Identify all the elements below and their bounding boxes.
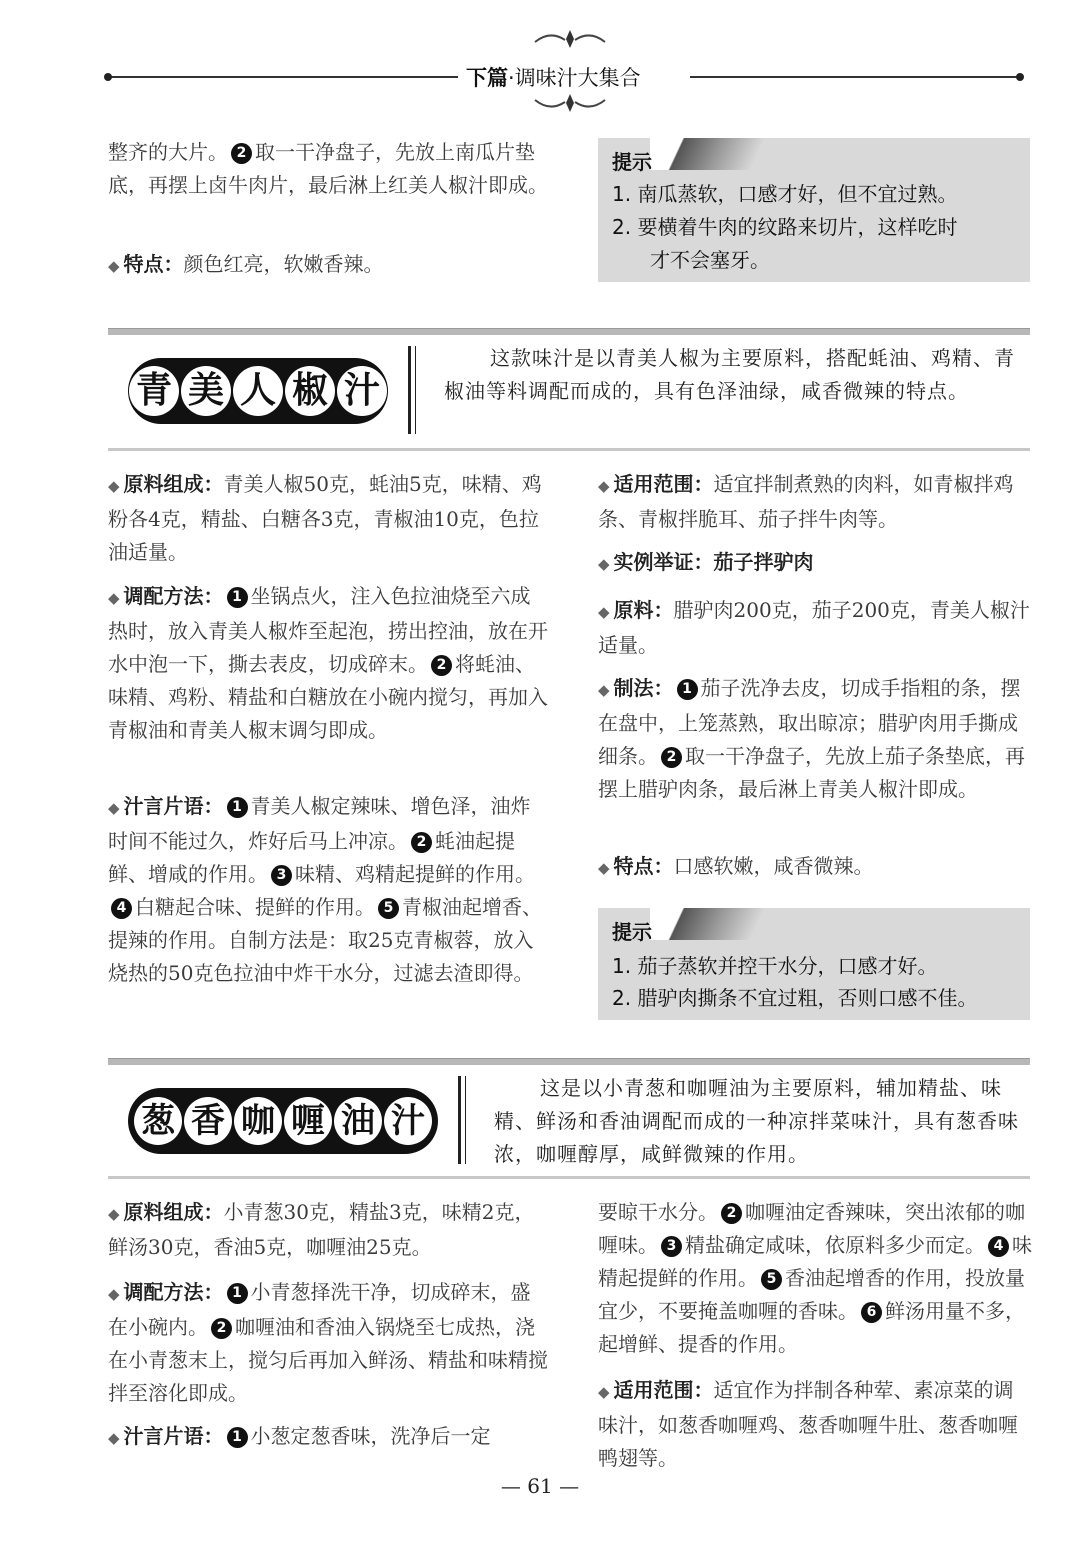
step-1-number-icon: 1	[227, 587, 248, 608]
tip-title: 提示	[612, 150, 652, 174]
step-1-number-icon: 1	[677, 679, 698, 700]
step-3-number-icon: 3	[661, 1236, 682, 1257]
section2-intro: 这是以小青葱和咖喱油为主要原料，辅加精盐、味精、鲜汤和香油调配而成的一种凉拌菜味汁，具有葱香味浓，咖喱醇厚，咸鲜微辣的作用。	[494, 1076, 1019, 1166]
tip-wedge	[650, 138, 800, 170]
section1-intro: 这款味汁是以青美人椒为主要原料，搭配蚝油、鸡精、青椒油等料调配而成的，具有色泽油绿，咸香微辣的特点。	[444, 346, 1015, 403]
step-2-number-icon: 2	[721, 1203, 742, 1224]
tip-item: 2. 腊驴肉撕条不宜过粗，否则口感不佳。	[612, 986, 978, 1010]
header-rule-left	[108, 76, 458, 78]
diamond-icon: ◆	[108, 477, 120, 495]
title-char: 美	[181, 366, 231, 416]
section1-title-badge	[128, 358, 388, 424]
s1-making: ◆ 制法： 1 茄子洗净去皮，切成手指粗的条，摆在盘中，上笼蒸熟，取出晾凉；腊驴肉用手撕成细条。 2 取一干净盘子，先放上茄子条垫底，再摆上腊驴肉条，最后淋上青美人椒汁即成。	[598, 676, 1025, 801]
s2-ingredients: ◆ 原料组成：小青葱30克，精盐3克，味精2克，鲜汤30克，香油5克，咖喱油25克。	[108, 1200, 535, 1259]
title-char: 葱	[134, 1097, 182, 1145]
title-char: 喱	[284, 1097, 332, 1145]
tip-item: 2. 要横着牛肉的纹路来切片，这样吃时	[612, 215, 958, 239]
s1-notes: ◆ 汁言片语： 1 青美人椒定辣味、增色泽，油炸时间不能过久，炸好后马上冲凉。 2 蚝油起提鲜、增咸的作用。 3 味精、鸡精起提鲜的作用。4 白糖起合味、提鲜的作用。 5 青椒油起增香、提辣的作用。自制方法是：取25克青椒蓉，放入烧热的50克色拉油中炸干水分，过滤去渣即得。	[108, 794, 542, 985]
title-char: 汁	[337, 366, 387, 416]
title-char: 咖	[234, 1097, 282, 1145]
header-title-text: 调味汁大集合	[514, 66, 641, 90]
diamond-icon: ◆	[108, 799, 120, 817]
s1-ingredients: ◆ 原料组成：青美人椒50克，蚝油5克，味精、鸡粉各4克，精盐、白糖各3克，青椒油10克，色拉油适量。	[108, 472, 542, 564]
diamond-icon: ◆	[598, 603, 610, 621]
title-char: 椒	[285, 366, 335, 416]
section1-divider	[415, 346, 416, 434]
diamond-icon: ◆	[598, 477, 610, 495]
top-feature: ◆ 特点：颜色红亮，软嫩香辣。	[108, 252, 384, 276]
step-5-number-icon: 5	[378, 898, 399, 919]
title-char: 人	[233, 366, 283, 416]
step-5-number-icon: 5	[761, 1269, 782, 1290]
section2-divider	[465, 1076, 466, 1164]
diamond-icon: ◆	[108, 257, 120, 275]
tip-item: 1. 茄子蒸软并控干水分，口感才好。	[612, 954, 938, 978]
section2-rule-top	[108, 1058, 1030, 1065]
diamond-icon: ◆	[598, 859, 610, 877]
s1-example: ◆ 实例举证：茄子拌驴肉	[598, 550, 814, 574]
step-4-number-icon: 4	[988, 1236, 1009, 1257]
diamond-icon: ◆	[598, 555, 610, 573]
step-2-number-icon: 2	[431, 655, 452, 676]
section1-rule-bottom	[108, 448, 1030, 451]
s1-method: ◆ 调配方法： 1 坐锅点火，注入色拉油烧至六成热时，放入青美人椒炸至起泡，捞出控油，放在开水中泡一下，撕去表皮，切成碎末。 2 将蚝油、味精、鸡粉、精盐和白糖放在小碗内搅匀，再加入青椒油和青美人椒末调匀即成。	[108, 584, 548, 742]
title-char: 油	[334, 1097, 382, 1145]
step-1-number-icon: 1	[227, 1427, 248, 1448]
section2-rule-bottom	[108, 1176, 1030, 1179]
s2-notes-continued: 要晾干水分。 2 咖喱油定香辣味，突出浓郁的咖喱味。 3 精盐确定咸味，依原料多少而定。 4 味精起提鲜的作用。 5 香油起增香的作用，投放量宜少，不要掩盖咖喱的香味。 6 鲜汤用量不多，起增鲜、提香的作用。	[598, 1200, 1032, 1356]
header-dot-right	[1016, 73, 1024, 81]
header-ornament-top	[530, 28, 610, 50]
top-tip-box	[598, 138, 1030, 282]
title-char: 香	[184, 1097, 232, 1145]
header-ornament-bottom	[530, 92, 610, 114]
step-2-number-icon: 2	[211, 1318, 232, 1339]
diamond-icon: ◆	[108, 589, 120, 607]
s1-tip-box	[598, 908, 1030, 1020]
tip-item: 才不会塞牙。	[650, 248, 770, 272]
header-rule-right	[690, 76, 1020, 78]
header-part: 下篇	[466, 66, 508, 90]
step-1-number-icon: 1	[227, 1283, 248, 1304]
tip-title: 提示	[612, 920, 652, 944]
diamond-icon: ◆	[108, 1429, 120, 1447]
step-6-number-icon: 6	[861, 1302, 882, 1323]
s2-scope: ◆ 适用范围：适宜作为拌制各种荤、素凉菜的调味汁，如葱香咖喱鸡、葱香咖喱牛肚、葱香咖喱鸭翅等。	[598, 1378, 1018, 1470]
tip-wedge	[650, 908, 800, 940]
section2-divider	[458, 1076, 461, 1164]
header-dot: ·	[508, 66, 515, 90]
s1-scope: ◆ 适用范围：适宜拌制煮熟的肉料，如青椒拌鸡条、青椒拌脆耳、茄子拌牛肉等。	[598, 472, 1014, 531]
s1-feature: ◆ 特点：口感软嫩，咸香微辣。	[598, 854, 874, 878]
tip-item: 1. 南瓜蒸软，口感才好，但不宜过熟。	[612, 182, 958, 206]
section1-divider	[408, 346, 411, 434]
diamond-icon: ◆	[108, 1205, 120, 1223]
diamond-icon: ◆	[598, 1383, 610, 1401]
section2-title-badge	[128, 1088, 438, 1154]
step-4-number-icon: 4	[111, 898, 132, 919]
page-number: — 61 —	[500, 1474, 580, 1498]
s1-material: ◆ 原料：腊驴肉200克，茄子200克，青美人椒汁适量。	[598, 598, 1030, 657]
section1-rule-top	[108, 328, 1030, 335]
header-title	[466, 62, 686, 92]
s2-method: ◆ 调配方法： 1 小青葱择洗干净，切成碎末，盛在小碗内。 2 咖喱油和香油入锅烧至七成热，浇在小青葱末上，搅匀后再加入鲜汤、精盐和味精搅拌至溶化即成。	[108, 1280, 548, 1405]
step-3-number-icon: 3	[271, 865, 292, 886]
step-1-number-icon: 1	[227, 797, 248, 818]
top-left-paragraph: 整齐的大片。 2 取一干净盘子，先放上南瓜片垫底，再摆上卤牛肉片，最后淋上红美人椒汁即成。	[108, 140, 548, 197]
title-char: 汁	[384, 1097, 432, 1145]
header-dot-left	[104, 73, 112, 81]
step-2-number-icon: 2	[411, 832, 432, 853]
diamond-icon: ◆	[598, 681, 610, 699]
title-char: 青	[129, 366, 179, 416]
diamond-icon: ◆	[108, 1285, 120, 1303]
step-2-number-icon: 2	[661, 747, 682, 768]
step-2-number-icon: 2	[231, 143, 252, 164]
s2-notes: ◆ 汁言片语： 1 小葱定葱香味，洗净后一定	[108, 1424, 491, 1448]
